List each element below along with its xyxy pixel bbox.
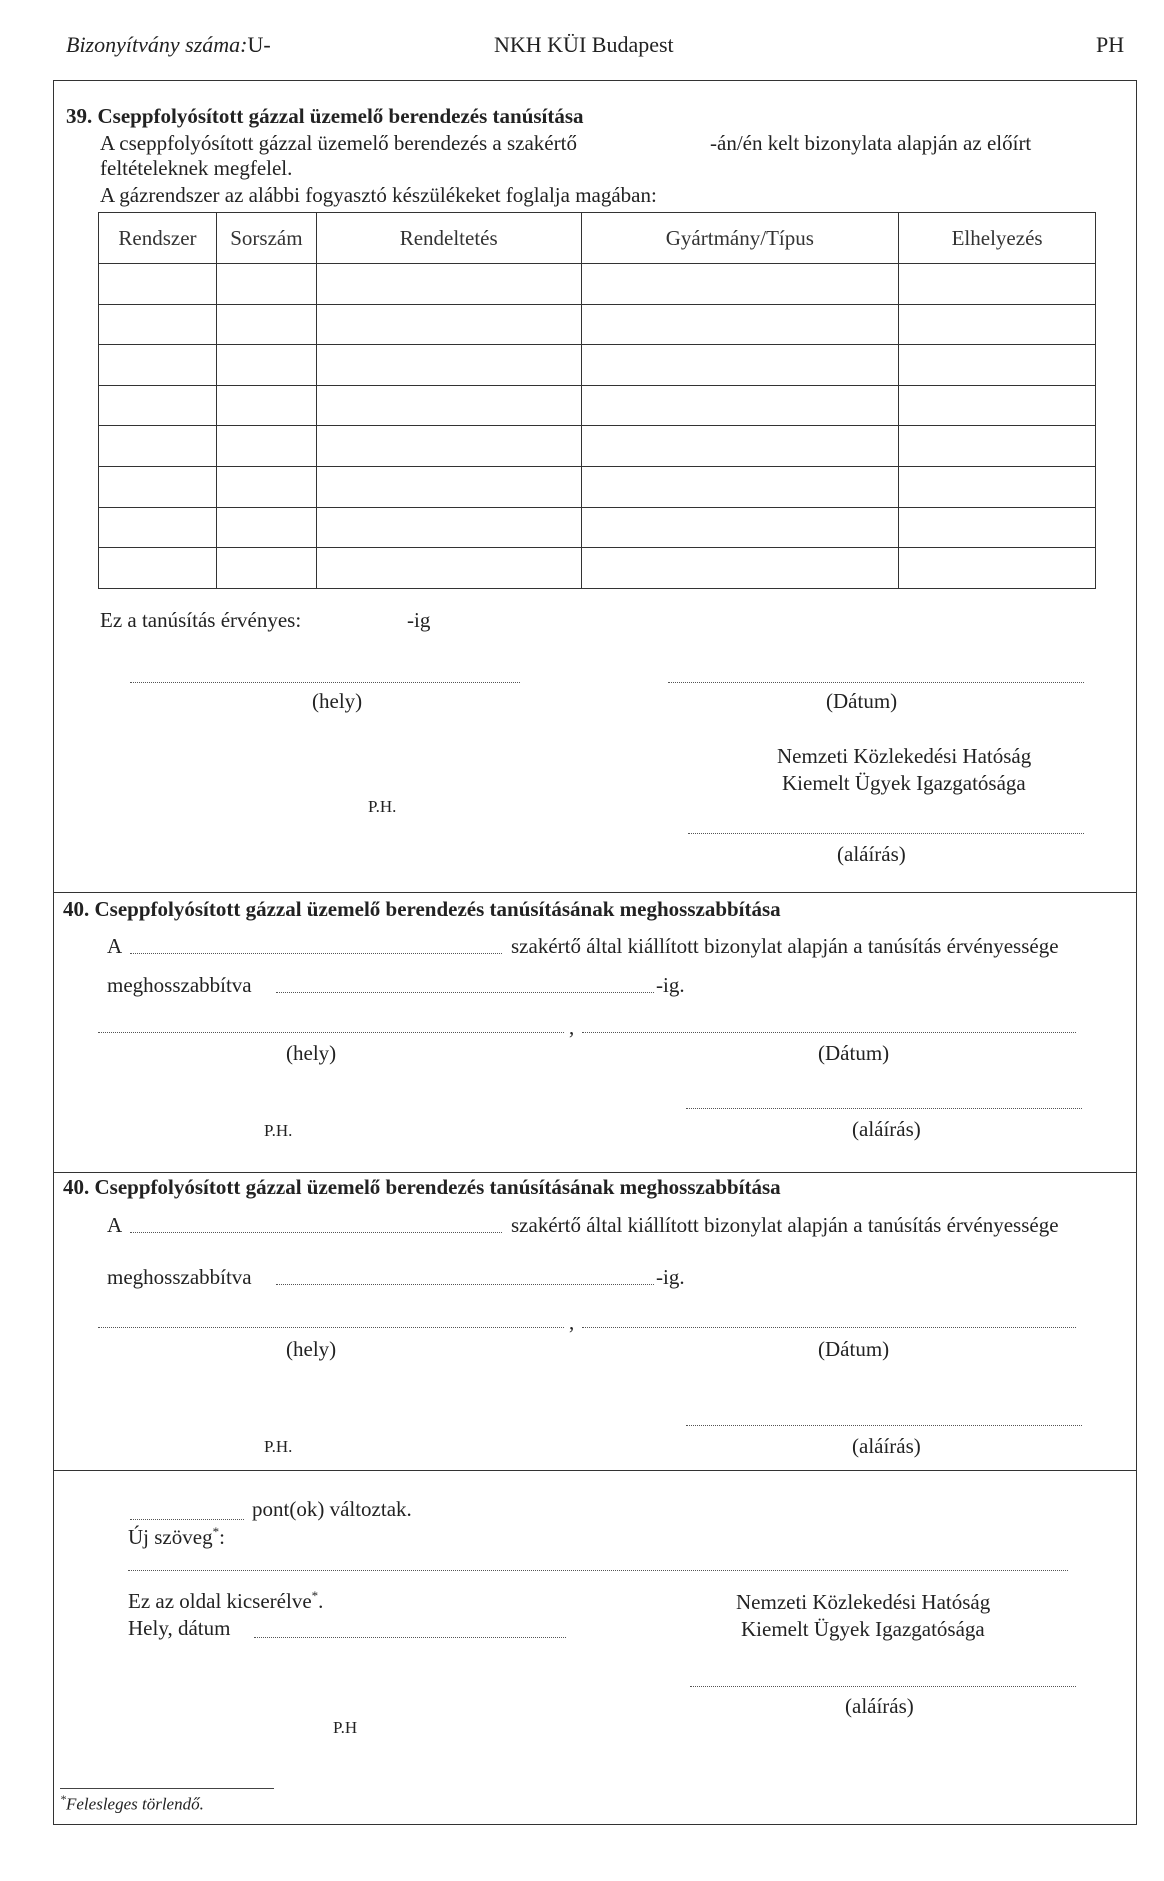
page-replaced-asterisk: * — [311, 1588, 319, 1603]
table-cell — [899, 304, 1096, 345]
col-header-system: Rendszer — [99, 213, 217, 264]
table-row — [99, 264, 1096, 305]
new-text-colon: : — [219, 1525, 225, 1549]
table-cell — [99, 548, 217, 589]
col-header-purpose: Rendeltetés — [316, 213, 581, 264]
ph-header: PH — [1096, 32, 1125, 57]
page-replaced-dot: . — [318, 1589, 324, 1613]
table-cell — [216, 304, 316, 345]
table-row — [99, 466, 1096, 507]
table-cell — [316, 426, 581, 467]
table-row — [99, 548, 1096, 589]
table-cell — [99, 385, 217, 426]
table-cell — [99, 345, 217, 386]
divider-40-changes — [54, 1470, 1136, 1471]
section-40a-date-label: (Dátum) — [818, 1041, 890, 1065]
table-cell — [899, 466, 1096, 507]
table-cell — [99, 264, 217, 305]
table-cell — [99, 466, 217, 507]
section-39-line1b: -án/én kelt bizonylata alapján az előírt — [710, 131, 1032, 155]
new-text-label: Új szöveg*: — [128, 1524, 225, 1549]
table-row — [99, 345, 1096, 386]
section-40b-signature-line — [686, 1425, 1082, 1426]
footnote-rule — [60, 1788, 274, 1789]
changes-org-line2: Kiemelt Ügyek Igazgatósága — [741, 1617, 985, 1641]
place-line — [130, 682, 520, 683]
table-cell — [316, 385, 581, 426]
divider-39-40 — [54, 892, 1136, 893]
section-40a-a-prefix: A — [107, 934, 123, 958]
changes-points-line — [130, 1519, 244, 1520]
section-39-line1a: A cseppfolyósított gázzal üzemelő berendezés a szakértő — [100, 131, 577, 155]
table-cell — [316, 507, 581, 548]
table-cell — [316, 548, 581, 589]
new-text-line — [128, 1570, 1068, 1571]
section-40a-extended-label: meghosszabbítva — [107, 973, 252, 997]
table-cell — [316, 466, 581, 507]
table-cell — [899, 426, 1096, 467]
section-40b-date-label: (Dátum) — [818, 1337, 890, 1361]
place-date-line — [254, 1637, 566, 1638]
section-40b-extended-suffix: -ig. — [656, 1265, 685, 1289]
table-cell — [899, 507, 1096, 548]
section-39-title: 39. Cseppfolyósított gázzal üzemelő berendezés tanúsítása — [66, 104, 584, 128]
section-39-line2: feltételeknek megfelel. — [100, 156, 293, 180]
changes-signature-line — [690, 1686, 1076, 1687]
valid-suffix: -ig — [407, 608, 431, 632]
footnote: *Felesleges törlendő. — [60, 1792, 204, 1814]
section-40a-ph: P.H. — [264, 1121, 293, 1140]
table-cell — [99, 304, 217, 345]
section-40b-ph: P.H. — [264, 1437, 293, 1456]
section-40a-date-line — [582, 1032, 1076, 1033]
table-cell — [899, 264, 1096, 305]
section-40b-place-line — [98, 1327, 564, 1328]
section-40b-place-label: (hely) — [286, 1337, 337, 1361]
date-label: (Dátum) — [826, 689, 898, 713]
table-cell — [581, 264, 899, 305]
changes-org-line1: Nemzeti Közlekedési Hatóság — [736, 1590, 991, 1614]
section-40a-signature-line — [686, 1108, 1082, 1109]
table-cell — [99, 507, 217, 548]
table-header-row — [99, 213, 1096, 264]
section-40a-place-line — [98, 1032, 564, 1033]
changes-points-text: pont(ok) változtak. — [252, 1497, 412, 1521]
section-40a-extended-line — [276, 992, 654, 993]
section-39-line3: A gázrendszer az alábbi fogyasztó készülékeket foglalja magában: — [100, 183, 657, 207]
cert-number-label: Bizonyítvány száma:U- — [66, 32, 271, 57]
table-cell — [899, 345, 1096, 386]
cert-number-prefix: U- — [247, 32, 271, 57]
section-40b-comma: , — [569, 1310, 575, 1334]
section-40b-extended-line — [276, 1284, 654, 1285]
table-cell — [216, 264, 316, 305]
table-row — [99, 426, 1096, 467]
changes-ph: P.H — [333, 1718, 358, 1737]
table-cell — [216, 426, 316, 467]
table-cell — [99, 426, 217, 467]
col-header-location: Elhelyezés — [899, 213, 1096, 264]
section-40b-title: 40. Cseppfolyósított gázzal üzemelő berendezés tanúsításának meghosszabbítása — [63, 1175, 781, 1199]
section-40b-extended-label: meghosszabbítva — [107, 1265, 252, 1289]
appliance-table — [98, 212, 1096, 589]
table-cell — [581, 385, 899, 426]
footnote-asterisk: * — [60, 1792, 66, 1806]
section-40a-expert-line — [130, 953, 502, 954]
table-cell — [216, 385, 316, 426]
place-label: (hely) — [312, 689, 363, 713]
table-cell — [216, 548, 316, 589]
table-cell — [316, 304, 581, 345]
section-40b-date-line — [582, 1327, 1076, 1328]
table-cell — [316, 345, 581, 386]
col-header-serial: Sorszám — [216, 213, 316, 264]
table-cell — [899, 548, 1096, 589]
table-cell — [216, 507, 316, 548]
ph-stamp: P.H. — [368, 797, 397, 816]
section-40a-signature-label: (aláírás) — [852, 1117, 921, 1141]
section-40a-comma: , — [569, 1015, 575, 1039]
table-cell — [216, 466, 316, 507]
section-40a-a-text: szakértő által kiállított bizonylat alapján a tanúsítás érvényessége — [511, 934, 1059, 958]
table-cell — [216, 345, 316, 386]
table-row — [99, 507, 1096, 548]
signature-line — [688, 833, 1084, 834]
section-40a-title: 40. Cseppfolyósított gázzal üzemelő berendezés tanúsításának meghosszabbítása — [63, 897, 781, 921]
table-cell — [899, 385, 1096, 426]
authority-header: NKH KÜI Budapest — [494, 32, 674, 57]
table-cell — [316, 264, 581, 305]
org-line2: Kiemelt Ügyek Igazgatósága — [782, 771, 1026, 795]
table-cell — [581, 304, 899, 345]
section-40b-a-prefix: A — [107, 1213, 123, 1237]
table-cell — [581, 507, 899, 548]
page-replaced: Ez az oldal kicserélve*. — [128, 1588, 324, 1613]
table-row — [99, 385, 1096, 426]
table-row — [99, 304, 1096, 345]
col-header-make-type: Gyártmány/Típus — [581, 213, 899, 264]
date-line — [668, 682, 1084, 683]
table-cell — [581, 548, 899, 589]
section-40b-a-text: szakértő által kiállított bizonylat alapján a tanúsítás érvényessége — [511, 1213, 1059, 1237]
changes-signature-label: (aláírás) — [845, 1694, 914, 1718]
section-40b-signature-label: (aláírás) — [852, 1434, 921, 1458]
org-line1: Nemzeti Közlekedési Hatóság — [777, 744, 1032, 768]
table-cell — [581, 345, 899, 386]
new-text-asterisk: * — [212, 1524, 220, 1539]
table-cell — [581, 466, 899, 507]
section-40b-expert-line — [130, 1232, 502, 1233]
divider-40-40 — [54, 1172, 1136, 1173]
place-date-label: Hely, dátum — [128, 1616, 231, 1640]
section-40a-place-label: (hely) — [286, 1041, 337, 1065]
section-40a-extended-suffix: -ig. — [656, 973, 685, 997]
valid-label: Ez a tanúsítás érvényes: — [100, 608, 302, 632]
table-cell — [581, 426, 899, 467]
signature-label: (aláírás) — [837, 842, 906, 866]
